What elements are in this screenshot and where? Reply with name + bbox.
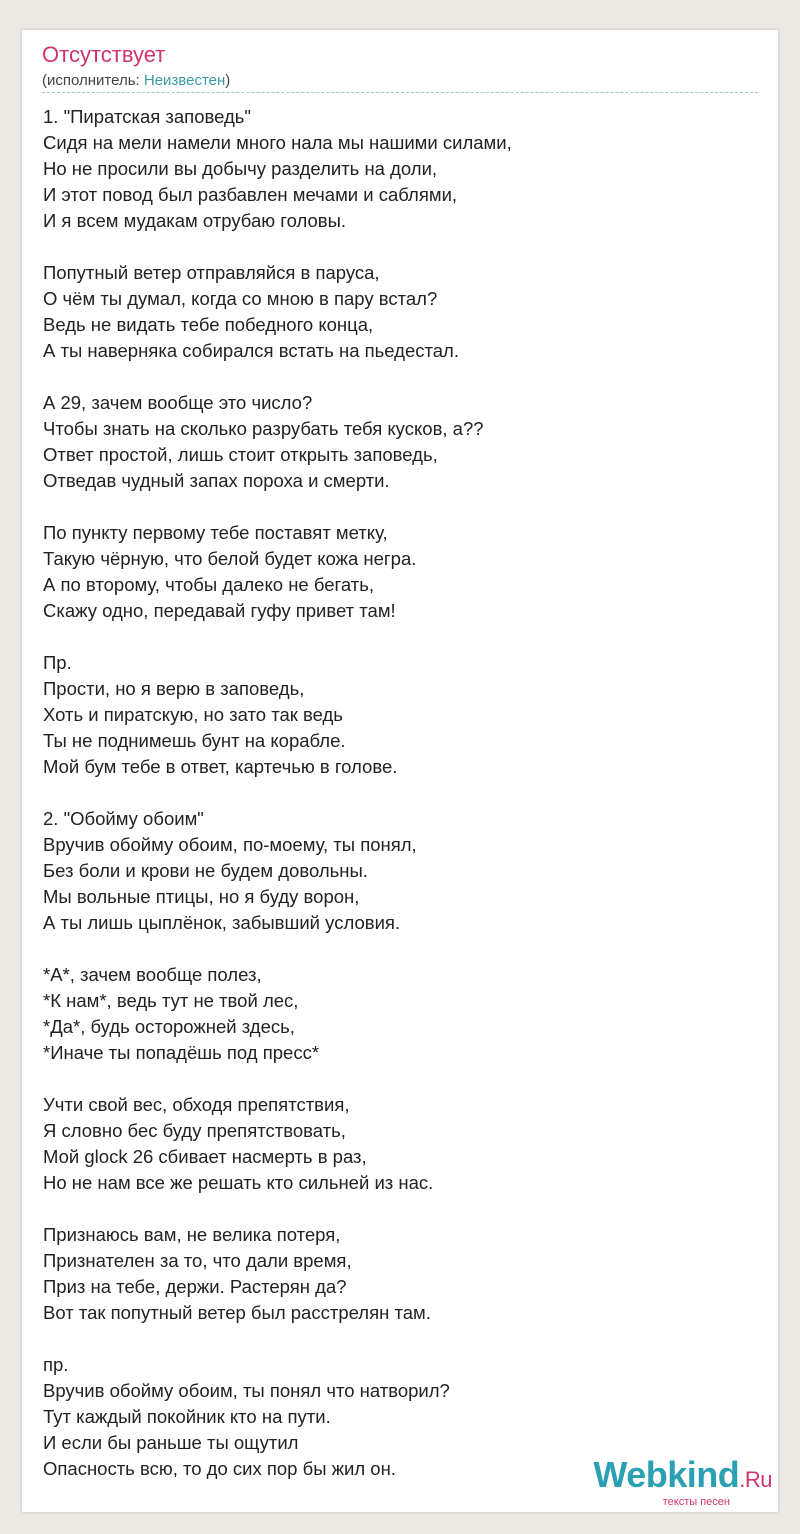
lyric-line: Прости, но я верю в заповедь, <box>43 678 305 699</box>
lyric-blank-line <box>43 1326 512 1352</box>
lyric-line: Ты не поднимешь бунт на корабле. <box>43 730 346 751</box>
lyric-line: Без боли и крови не будем довольны. <box>43 860 368 881</box>
lyric-line: Такую чёрную, что белой будет кожа негра. <box>43 548 417 569</box>
logo-tagline: тексты песен <box>662 1496 730 1508</box>
lyrics-text <box>43 104 512 1482</box>
lyric-blank-line <box>43 1066 512 1092</box>
lyric-line: Отведав чудный запах пороха и смерти. <box>43 470 390 491</box>
lyric-blank-line <box>43 624 512 650</box>
lyric-line: Но не просили вы добычу разделить на доли, <box>43 158 438 179</box>
title-divider <box>42 92 758 93</box>
lyric-line: По пункту первому тебе поставят метку, <box>43 522 388 543</box>
lyric-line: Чтобы знать на сколько разрубать тебя кусков, а?? <box>43 418 484 439</box>
webkind-logo[interactable] <box>593 1454 772 1508</box>
lyric-line: Опасность всю, то до сих пор бы жил он. <box>43 1458 396 1479</box>
artist-link[interactable]: Неизвестен <box>143 72 226 89</box>
lyric-line: пр. <box>43 1354 69 1375</box>
lyric-line: *К нам*, ведь тут не твой лес, <box>43 990 299 1011</box>
lyric-line: Вот так попутный ветер был расстрелян там. <box>43 1302 431 1323</box>
logo-domain: .Ru <box>739 1467 772 1492</box>
lyric-line: Приз на тебе, держи. Растерян да? <box>43 1276 347 1297</box>
lyric-blank-line <box>43 1196 512 1222</box>
lyric-line: Мы вольные птицы, но я буду ворон, <box>43 886 360 907</box>
lyric-blank-line <box>43 234 512 260</box>
logo-wordmark <box>593 1454 772 1498</box>
lyric-line: Признателен за то, что дали время, <box>43 1250 352 1271</box>
artist-line <box>42 72 230 89</box>
lyric-line: И я всем мудакам отрубаю головы. <box>43 210 347 231</box>
logo-main-text: Webkind <box>593 1454 740 1495</box>
song-title: Отсутствует <box>42 42 166 67</box>
lyric-line: Скажу одно, передавай гуфу привет там! <box>43 600 396 621</box>
lyric-line: Вручив обойму обоим, по-моему, ты понял, <box>43 834 417 855</box>
lyric-line: И если бы раньше ты ощутил <box>43 1432 299 1453</box>
lyric-line: Ведь не видать тебе победного конца, <box>43 314 374 335</box>
lyric-blank-line <box>43 494 512 520</box>
lyric-line: Сидя на мели намели много нала мы нашими силами, <box>43 132 512 153</box>
lyric-line: Я словно бес буду препятствовать, <box>43 1120 346 1141</box>
lyrics-card <box>22 30 778 1512</box>
lyric-line: Мой бум тебе в ответ, картечью в голове. <box>43 756 398 777</box>
lyric-line: Вручив обойму обоим, ты понял что натворил? <box>43 1380 450 1401</box>
lyric-line: Ответ простой, лишь стоит открыть заповедь, <box>43 444 438 465</box>
lyric-line: А ты лишь цыплёнок, забывший условия. <box>43 912 401 933</box>
lyric-line: *Иначе ты попадёшь под пресс* <box>43 1042 320 1063</box>
artist-prefix: (исполнитель: <box>42 72 144 89</box>
lyric-line: Признаюсь вам, не велика потеря, <box>43 1224 341 1245</box>
lyric-blank-line <box>43 936 512 962</box>
lyric-line: А 29, зачем вообще это число? <box>43 392 313 413</box>
lyric-line: 1. "Пиратская заповедь" <box>43 106 251 127</box>
lyric-line: О чём ты думал, когда со мною в пару встал? <box>43 288 438 309</box>
lyric-blank-line <box>43 364 512 390</box>
lyric-line: Попутный ветер отправляйся в паруса, <box>43 262 380 283</box>
lyric-line: *А*, зачем вообще полез, <box>43 964 262 985</box>
lyric-line: А по второму, чтобы далеко не бегать, <box>43 574 375 595</box>
lyric-line: Но не нам все же решать кто сильней из нас. <box>43 1172 434 1193</box>
lyric-line: Тут каждый покойник кто на пути. <box>43 1406 331 1427</box>
lyric-line: А ты наверняка собирался встать на пьедестал. <box>43 340 459 361</box>
lyric-line: Учти свой вес, обходя препятствия, <box>43 1094 350 1115</box>
artist-suffix: ) <box>225 72 231 89</box>
lyric-line: Пр. <box>43 652 72 673</box>
lyric-line: Мой glock 26 сбивает насмерть в раз, <box>43 1146 367 1167</box>
lyric-line: Хоть и пиратскую, но зато так ведь <box>43 704 343 725</box>
lyric-line: 2. "Обойму обоим" <box>43 808 204 829</box>
lyric-line: *Да*, будь осторожней здесь, <box>43 1016 295 1037</box>
lyric-line: И этот повод был разбавлен мечами и саблями, <box>43 184 458 205</box>
lyric-blank-line <box>43 780 512 806</box>
